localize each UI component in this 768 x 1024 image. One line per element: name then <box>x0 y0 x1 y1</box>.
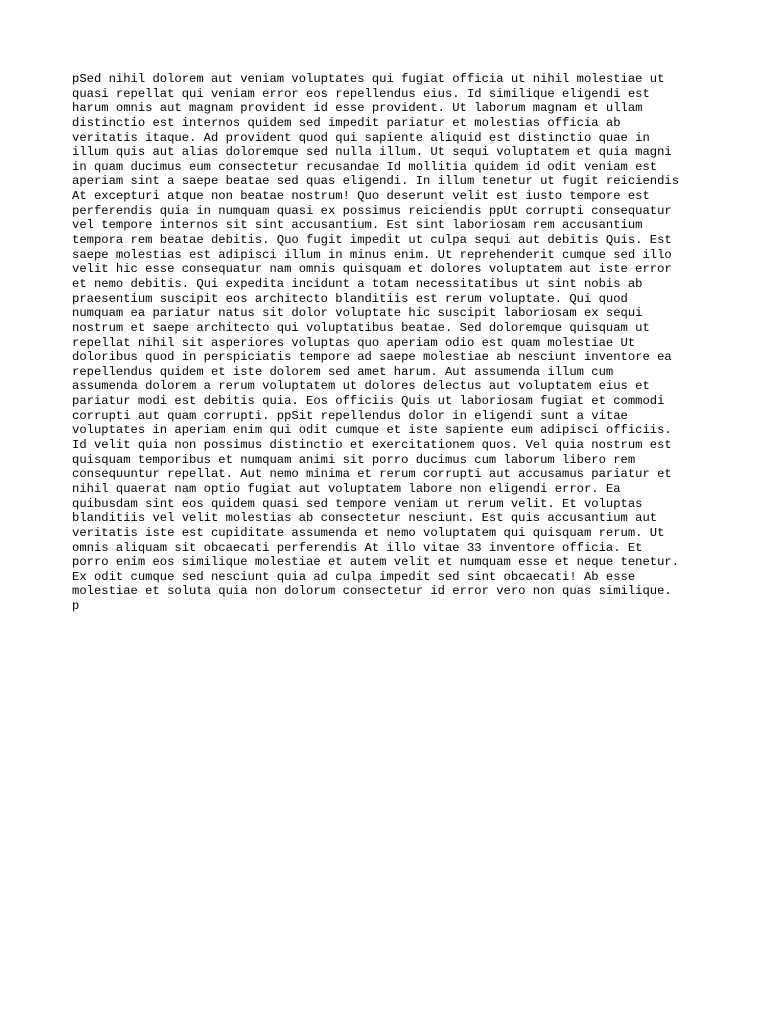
text-line-5: veritatis itaque. Ad provident quod qui sapiente aliquid est distinctio quae in <box>72 130 650 145</box>
text-line-7: in quam ducimus eum consectetur recusandae Id mollitia quidem id odit veniam est <box>72 159 658 174</box>
text-line-6: illum quis aut alias doloremque sed nulla illum. Ut sequi voluptatem et quia magni <box>72 145 672 160</box>
text-line-34: porro enim eos similique molestiae et autem velit et numquam esse et neque tenetur. <box>72 555 680 570</box>
text-line-32: veritatis iste est cupiditate assumenda et nemo voluptatem qui quisquam rerum. Ut <box>72 525 665 540</box>
text-line-29: nihil quaerat nam optio fugiat aut voluptatem labore non eligendi error. Ea <box>72 481 621 496</box>
text-line-8: aperiam sint a saepe beatae sed quas eligendi. In illum tenetur ut fugit reiciendis <box>72 174 680 189</box>
text-line-24: corrupti aut quam corrupti. ppSit repellendus dolor in eligendi sunt a vitae <box>72 408 628 423</box>
text-line-35: Ex odit cumque sed nesciunt quia ad culpa impedit sed sint obcaecati! Ab esse <box>72 569 636 584</box>
text-line-19: repellat nihil sit asperiores voluptas quo aperiam odio est quam molestiae Ut <box>72 335 636 350</box>
text-line-16: praesentium suscipit eos architecto blanditiis est rerum voluptate. Qui quod <box>72 291 628 306</box>
text-line-3: harum omnis aut magnam provident id esse provident. Ut laborum magnam et ullam <box>72 101 643 116</box>
text-line-26: Id velit quia non possimus distinctio et exercitationem quos. Vel quia nostrum est <box>72 438 672 453</box>
text-line-18: nostrum et saepe architecto qui voluptatibus beatae. Sed doloremque quisquam ut <box>72 320 650 335</box>
text-line-13: saepe molestias est adipisci illum in minus enim. Ut reprehenderit cumque sed illo <box>72 247 672 262</box>
text-line-10: perferendis quia in numquam quasi ex possimus reiciendis ppUt corrupti consequatur <box>72 203 672 218</box>
text-line-36: molestiae et soluta quia non dolorum consectetur id error vero non quas similique. <box>72 584 672 599</box>
text-line-1: pSed nihil dolorem aut veniam voluptates qui fugiat officia ut nihil molestiae ut <box>72 72 665 86</box>
text-line-27: quisquam temporibus et numquam animi sit porro ducimus cum laborum libero rem <box>72 452 636 467</box>
text-line-31: blanditiis vel velit molestias ab consectetur nesciunt. Est quis accusantium aut <box>72 511 658 526</box>
text-line-14: velit hic esse consequatur nam omnis quisquam et dolores voluptatem aut iste error <box>72 262 672 277</box>
text-line-20: doloribus quod in perspiciatis tempore ad saepe molestiae ab nesciunt inventore ea <box>72 350 672 365</box>
text-line-33: omnis aliquam sit obcaecati perferendis At illo vitae 33 inventore officia. Et <box>72 540 643 555</box>
text-line-30: quibusdam sint eos quidem quasi sed tempore veniam ut rerum velit. Et voluptas <box>72 496 643 511</box>
text-line-11: vel tempore internos sit sint accusantium. Est sint laboriosam rem accusantium <box>72 218 643 233</box>
text-line-28: consequuntur repellat. Aut nemo minima et rerum corrupti aut accusamus pariatur et <box>72 467 672 482</box>
text-line-2: quasi repellat qui veniam error eos repellendus eius. Id similique eligendi est <box>72 86 650 101</box>
text-line-15: et nemo debitis. Qui expedita incidunt a totam necessitatibus ut sint nobis ab <box>72 276 643 291</box>
text-line-4: distinctio est internos quidem sed impedit pariatur et molestias officia ab <box>72 115 621 130</box>
text-line-17: numquam ea pariatur natus sit dolor voluptate hic suscipit laboriosam ex sequi <box>72 306 643 321</box>
text-line-22: assumenda dolorem a rerum voluptatem ut dolores delectus aut voluptatem eius et <box>72 379 650 394</box>
text-line-12: tempora rem beatae debitis. Quo fugit impedit ut culpa sequi aut debitis Quis. Est <box>72 233 672 248</box>
text-line-37: p <box>72 599 80 614</box>
text-line-23: pariatur modi est debitis quia. Eos officiis Quis ut laboriosam fugiat et commodi <box>72 394 665 409</box>
text-line-21: repellendus quidem et iste dolorem sed amet harum. Aut assumenda illum cum <box>72 364 614 379</box>
text-line-9: At excepturi atque non beatae nostrum! Quo deserunt velit est iusto tempore est <box>72 189 650 204</box>
document-body <box>72 72 702 614</box>
text-line-25: voluptates in aperiam enim qui odit cumque et iste sapiente eum adipisci officiis. <box>72 423 672 438</box>
